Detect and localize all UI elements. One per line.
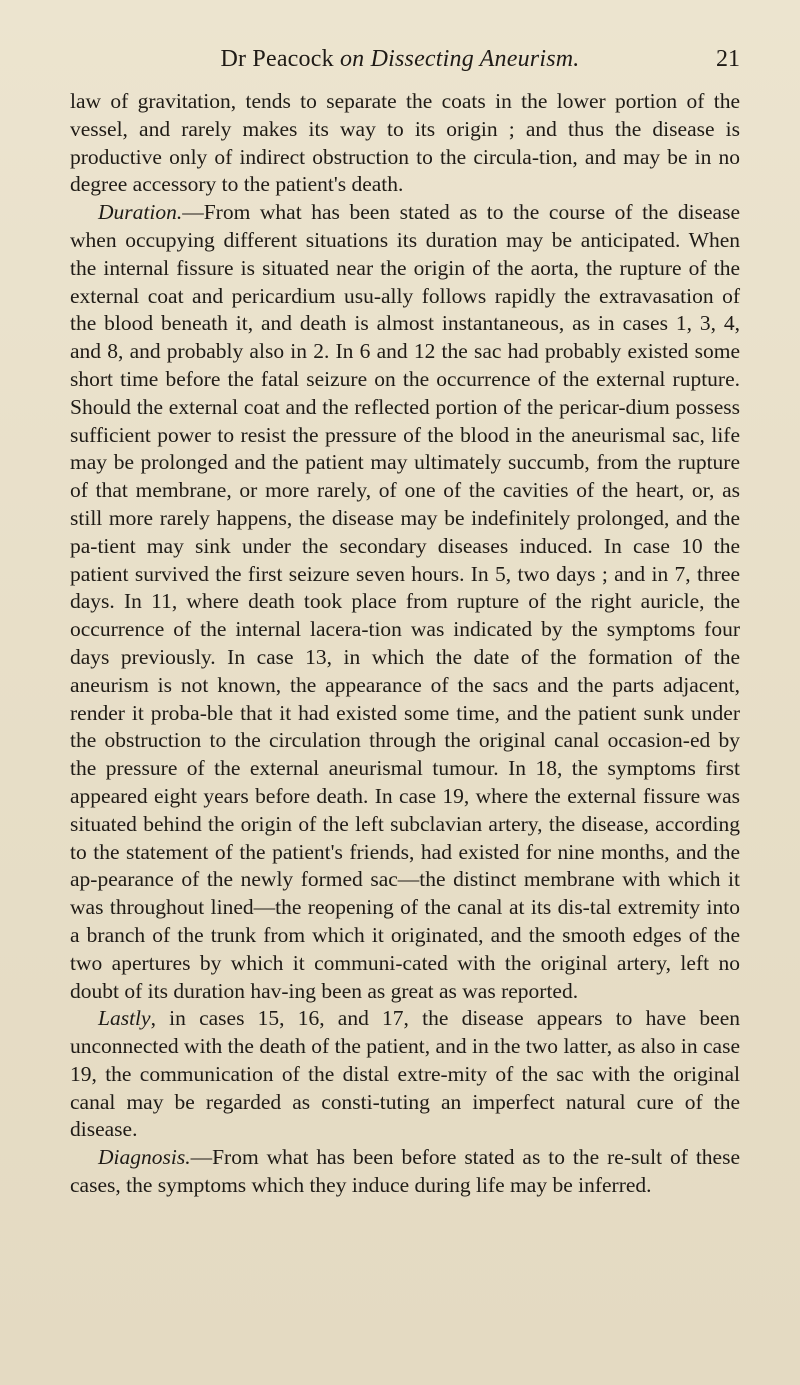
paragraph-text: , in cases 15, 16, and 17, the disease appears to have been unconnected with the death of the patient, and in the two latter, as also in case 19, the communication of the distal extre-mity of the sac with the original canal may be regarded as consti-tuting an imperfect natural cure of the disease. (70, 1006, 740, 1142)
running-head (0, 46, 800, 73)
paragraph-duration (70, 199, 740, 1005)
page-header (0, 46, 800, 86)
paragraph-continuation (70, 88, 740, 199)
running-head-author: Dr Peacock (220, 46, 334, 72)
paragraph-lead: Lastly (98, 1006, 151, 1031)
paragraph-text: law of gravitation, tends to separate the coats in the lower portion of the vessel, and rarely makes its way to its origin ; and thus the disease is productive only of indirect obstruction to the circula-tion, and may be in no degree accessory to the patient's death. (70, 89, 740, 197)
running-head-title: Dissecting Aneurism. (370, 46, 580, 72)
page-body (70, 88, 740, 1200)
paragraph-text: —From what has been before stated as to the re-sult of these cases, the symptoms which they induce during life may be inferred. (70, 1145, 740, 1198)
running-head-on: on (339, 46, 365, 72)
paragraph-lastly (70, 1005, 740, 1144)
paragraph-diagnosis (70, 1144, 740, 1200)
page-number: 21 (716, 46, 740, 72)
paragraph-lead: Diagnosis. (98, 1145, 191, 1170)
paragraph-text: —From what has been stated as to the course of the disease when occupying different situations its duration may be anticipated. When the internal fissure is situated near the origin of the aorta, the rupture of the external coat and pericardium usu-ally follows rapidly the extravasation of the blood beneath it, and death is almost instantaneous, as in cases 1, 3, 4, and 8, and probably also in 2. In 6 and 12 the sac had probably existed some short time before the fatal seizure on the occurrence of the external rupture. Should the external coat and the reflected portion of the pericar-dium possess sufficient power to resist the pressure of the blood in the aneurismal sac, life may be prolonged and the patient may ultimately succumb, from the rupture of that membrane, or more rarely, of one of the cavities of the heart, or, as still more rarely happens, the disease may be indefinitely prolonged, and the pa-tient may sink under the secondary diseases induced. In case 10 the patient survived the first seizure seven hours. In 5, two days ; and in 7, three days. In 11, where death took place from rupture of the right auricle, the occurrence of the internal lacera-tion was indicated by the symptoms four days previously. In case 13, in which the date of the formation of the aneurism is not known, the appearance of the sacs and the parts adjacent, render it proba-ble that it had existed some time, and the patient sunk under the obstruction to the circulation through the original canal occasion-ed by the pressure of the external aneurismal tumour. In 18, the symptoms first appeared eight years before death. In case 19, where the external fissure was situated behind the origin of the left subclavian artery, the disease, according to the statement of the patient's friends, had existed for nine months, and the ap-pearance of the newly formed sac—the distinct membrane with which it was throughout lined—the reopening of the canal at its dis-tal extremity into a branch of the trunk from which it originated, and the smooth edges of the two apertures by which it communi-cated with the original artery, left no doubt of its duration hav-ing been as great as was reported. (70, 200, 740, 1003)
paragraph-lead: Duration. (98, 200, 183, 225)
